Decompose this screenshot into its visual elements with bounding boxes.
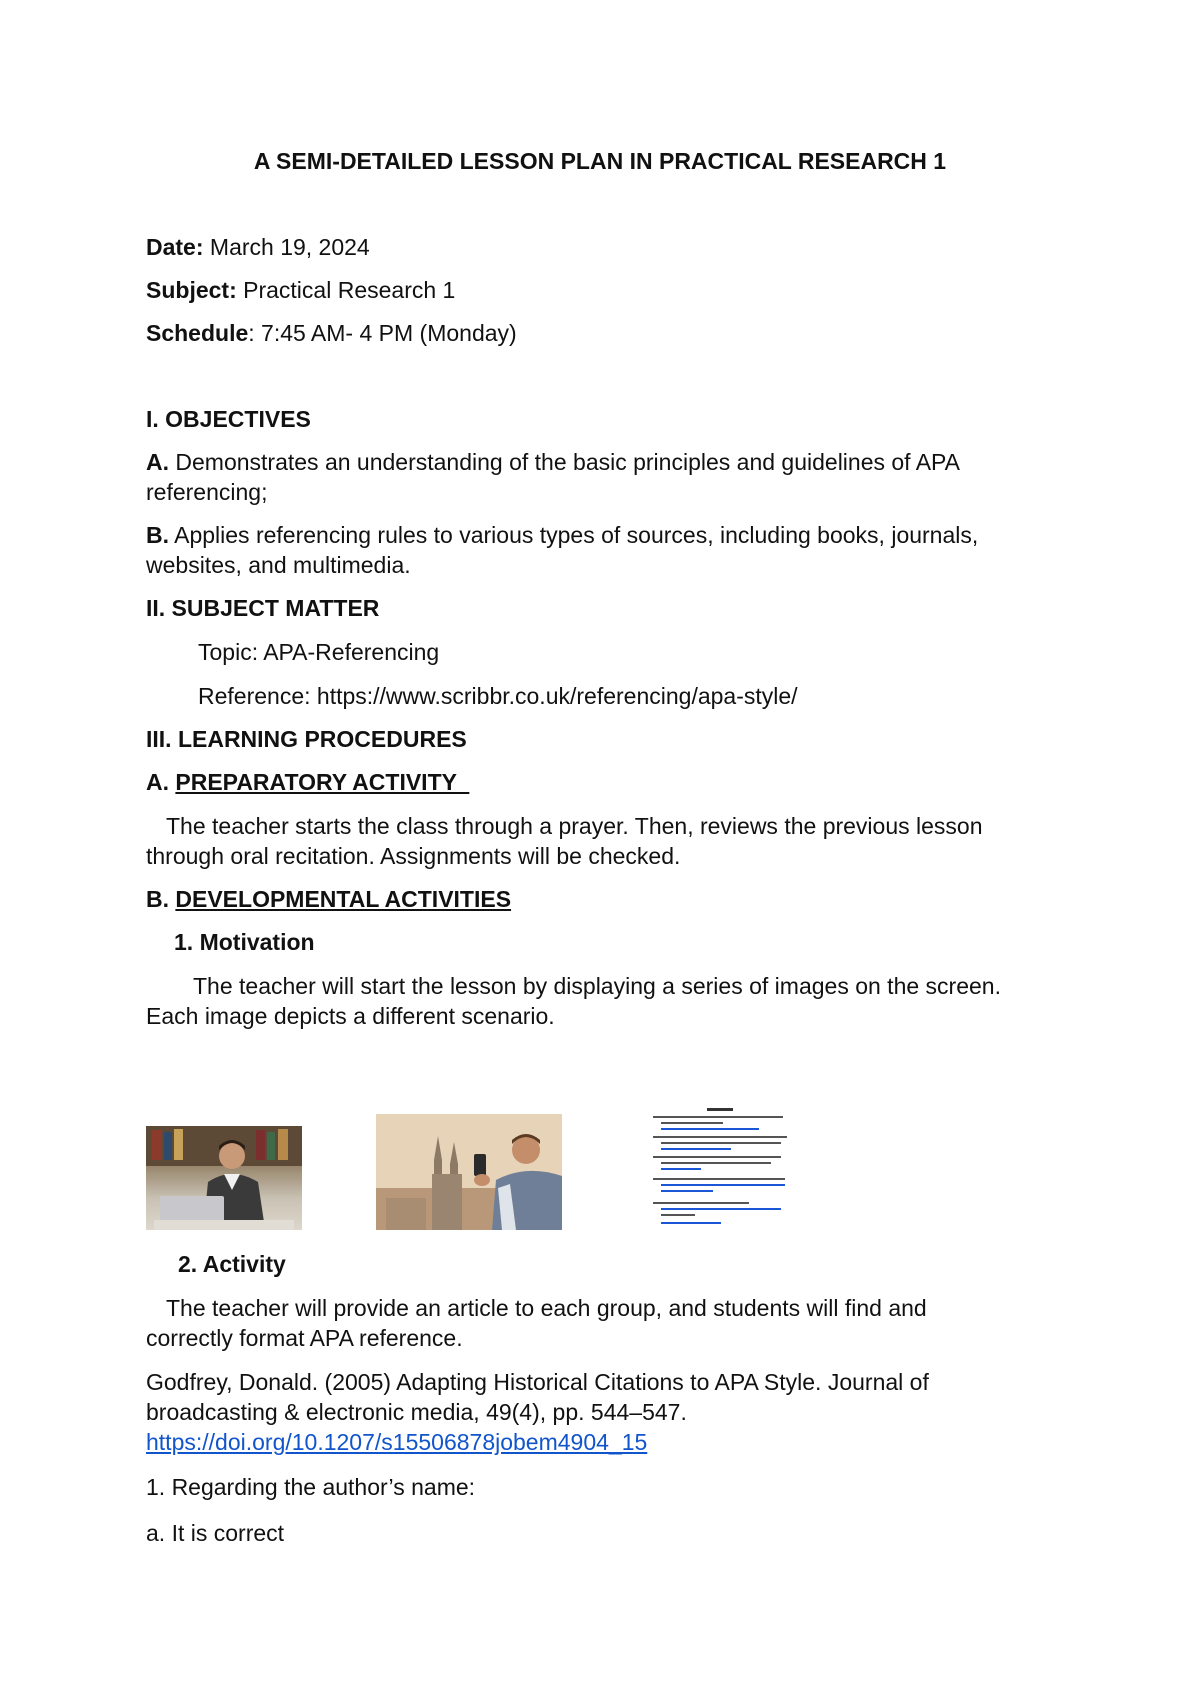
topic-line: Topic: APA-Referencing — [198, 639, 440, 665]
date-value: March 19, 2024 — [203, 234, 370, 260]
motivation-text: The teacher will start the lesson by displaying a series of images on the screen. — [193, 973, 1001, 999]
student-laptop-photo — [146, 1126, 302, 1230]
citation-text: Godfrey, Donald. (2005) Adapting Historical Citations to APA Style. Journal of — [146, 1369, 929, 1395]
objectives-heading: I. OBJECTIVES — [146, 406, 311, 432]
schedule-line — [146, 318, 517, 348]
reference-line: Reference: https://www.scribbr.co.uk/referencing/apa-style/ — [198, 683, 798, 709]
citation-doi-link[interactable]: https://doi.org/10.1207/s15506878jobem4904_15 — [146, 1429, 648, 1455]
preparatory-text-cont: through oral recitation. Assignments will be checked. — [146, 843, 681, 869]
schedule-value: : 7:45 AM- 4 PM (Monday) — [248, 320, 517, 346]
option-a: a. It is correct — [146, 1520, 285, 1546]
subject-matter-heading: II. SUBJECT MATTER — [146, 595, 380, 621]
preparatory-text: The teacher starts the class through a prayer. Then, reviews the previous lesson — [166, 813, 983, 839]
reference-list-screenshot — [645, 1106, 795, 1230]
objective-b-cont: websites, and multimedia. — [146, 552, 411, 578]
schedule-label: Schedule — [146, 320, 249, 346]
objective-a: A. Demonstrates an understanding of the basic principles and guidelines of APA — [146, 449, 961, 475]
activity-heading: 2. Activity — [178, 1251, 286, 1277]
procedures-heading: III. LEARNING PROCEDURES — [146, 726, 467, 752]
objective-b: B. Applies referencing rules to various types of sources, including books, journals, — [146, 522, 979, 548]
objective-a-cont: referencing; — [146, 479, 268, 505]
citation-text-cont: broadcasting & electronic media, 49(4), pp. 544–547. — [146, 1399, 687, 1425]
activity-text-cont: correctly format APA reference. — [146, 1325, 463, 1351]
question-1: 1. Regarding the author’s name: — [146, 1474, 476, 1500]
subject-label: Subject: — [146, 277, 237, 303]
date-label: Date: — [146, 234, 204, 260]
subject-line — [146, 275, 455, 305]
motivation-heading: 1. Motivation — [174, 929, 315, 955]
motivation-text-cont: Each image depicts a different scenario. — [146, 1003, 555, 1029]
man-with-phone-photo — [376, 1114, 562, 1230]
subject-value: Practical Research 1 — [236, 277, 456, 303]
page-title: A SEMI-DETAILED LESSON PLAN IN PRACTICAL RESEARCH 1 — [253, 148, 947, 174]
preparatory-heading: A. PREPARATORY ACTIVITY — [146, 769, 470, 795]
developmental-heading: B. DEVELOPMENTAL ACTIVITIES — [146, 886, 512, 912]
activity-text: The teacher will provide an article to each group, and students will find and — [166, 1295, 927, 1321]
date-line — [146, 232, 370, 262]
